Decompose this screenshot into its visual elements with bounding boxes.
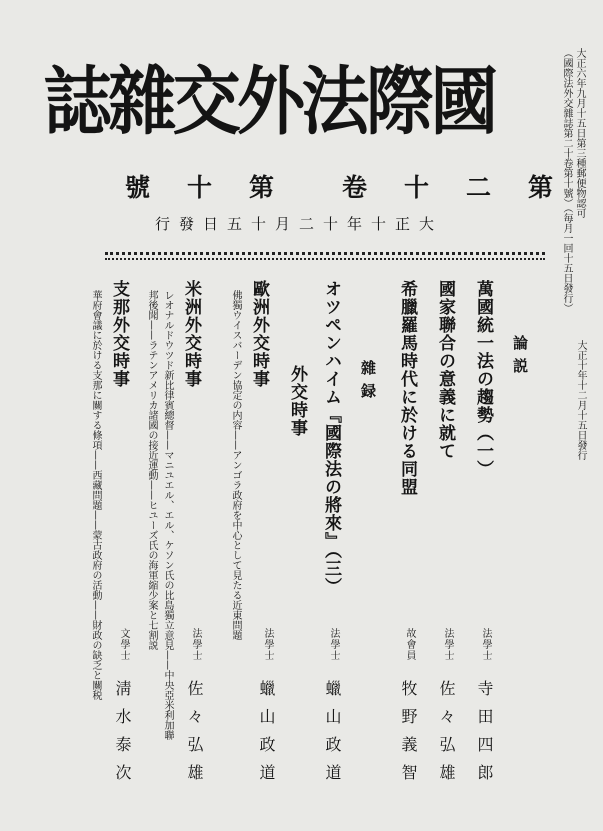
author-degree: 法學士 [480, 628, 491, 661]
publication-date: 行發日五十月二十年十正大 [155, 215, 444, 233]
section-heading: 歐洲外交時事 [249, 280, 269, 388]
article-title: 國家聯合の意義に就て [435, 280, 455, 460]
contents-item: 邦後聞——ラテンアメリカ諸國の接近運動——ヒユーズ氏の海軍縮少案と七割説 [146, 290, 157, 650]
article-title: オツペンハイム『國際法の將來』（三） [321, 280, 341, 596]
postal-permit: 大正六年九月十五日第三種郵便物認可 [574, 48, 585, 218]
dotted-rule-lower [105, 258, 545, 260]
journal-masthead: 誌雜交外法際國 [43, 59, 495, 145]
author-degree: 法學士 [190, 628, 201, 661]
section-zatsuroku: 雜録 [359, 360, 377, 406]
author-degree: 文學士 [118, 628, 129, 661]
author-degree: 故會員 [404, 628, 415, 661]
article-title: 萬國統一法の趨勢（一） [473, 280, 493, 478]
contents-item: 佛獨ウイスバーデン協定の内容——アンゴラ政府を中心として見たる近東問題 [230, 290, 241, 640]
issue-date-side: 大正十年十二月十五日發行 [575, 340, 586, 460]
author-name: 佐々弘雄 [437, 680, 456, 792]
author-name: 牧野義智 [399, 680, 418, 792]
section-ronsetsu: 論説 [511, 335, 529, 381]
contents-item: レオナルドウツド新比律賓總督——マニユエル、エル、ケソン氏の比島獨立意見——中央亞米利加聯 [162, 290, 173, 740]
author-name: 蠟山政道 [323, 680, 342, 792]
section-heading: 支那外交時事 [109, 280, 129, 388]
author-name: 寺田四郎 [475, 680, 494, 792]
author-name: 蠟山政道 [257, 680, 276, 792]
volume-number: 號 十 第 卷 十 二 第 [125, 173, 560, 202]
author-name: 淸水泰次 [113, 680, 132, 792]
contents-item: 華府會議に於ける支那に關する條項——西藏問題——蒙古政府の活動——財政の缺乏と關税 [90, 290, 101, 700]
author-degree: 法學士 [262, 628, 273, 661]
author-name: 佐々弘雄 [185, 680, 204, 792]
section-gaiko: 外交時事 [287, 365, 307, 437]
section-heading: 米洲外交時事 [181, 280, 201, 388]
author-degree: 法學士 [442, 628, 453, 661]
dotted-rule [105, 252, 545, 255]
author-degree: 法學士 [328, 628, 339, 661]
article-title: 希臘羅馬時代に於ける同盟 [397, 280, 417, 496]
issue-info: （國際法外交雜誌第二十卷第十號）（毎月一回十五日發行） [561, 48, 572, 313]
